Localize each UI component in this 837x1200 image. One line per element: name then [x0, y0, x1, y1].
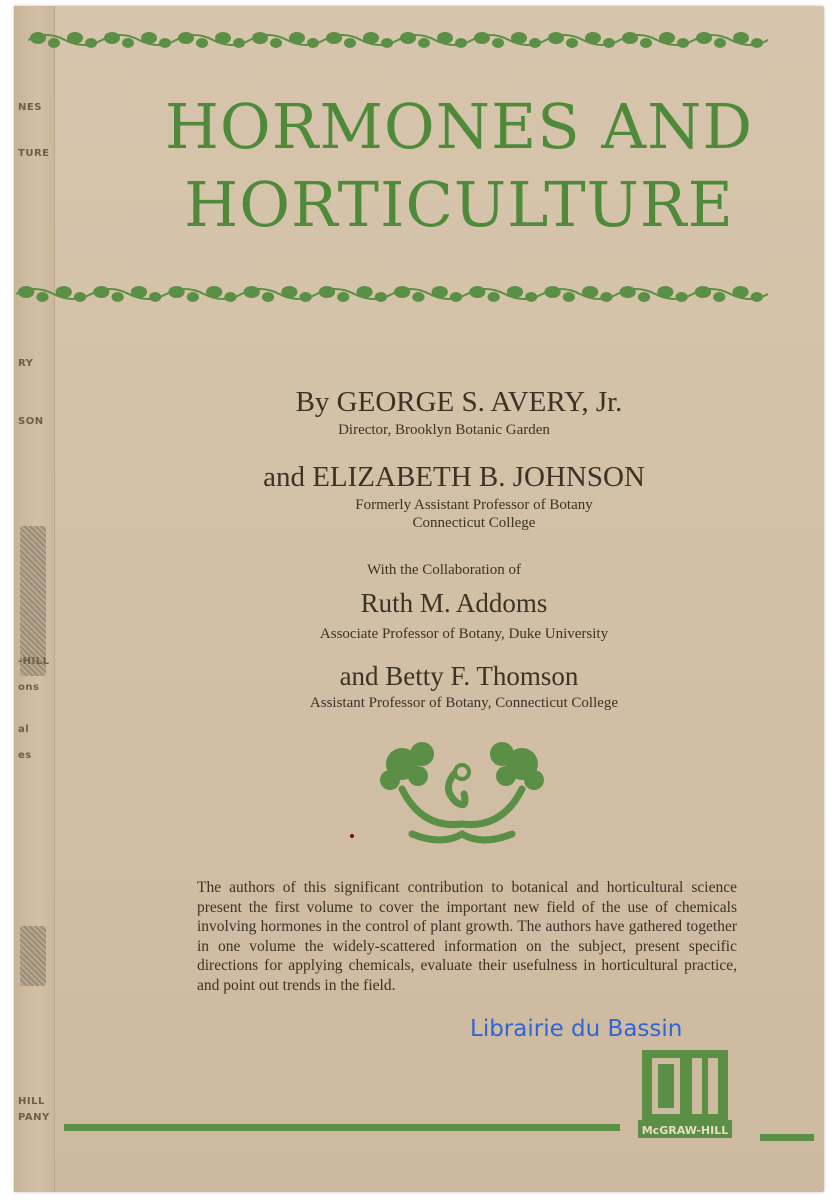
bottom-rule-right — [760, 1134, 814, 1141]
cornucopia-emblem — [372, 734, 552, 846]
title-line-1 — [114, 90, 804, 163]
author-1: By GEORGE S. AVERY, Jr. — [295, 386, 623, 418]
collaborator-2: and Betty F. Thomson — [339, 661, 579, 691]
vine-border-top — [28, 26, 768, 52]
watermark: Librairie du Bassin — [470, 1016, 683, 1042]
vine-border-middle — [16, 280, 768, 306]
title-text-2: HORTICULTURE — [184, 168, 734, 241]
publisher-logo — [636, 1048, 734, 1140]
spine-tear — [20, 926, 46, 986]
spine-text: es — [18, 750, 32, 761]
title-line-2 — [114, 168, 804, 241]
spine-text: -HILL — [18, 656, 50, 667]
title-text-1: HORMONES AND — [164, 90, 754, 163]
spine — [14, 6, 55, 1192]
collaborator-1: Ruth M. Addoms — [360, 588, 548, 618]
author-1-role: Director, Brooklyn Botanic Garden — [338, 422, 550, 438]
blurb-text: The authors of this significant contribution to botanical and horticultural science present the first volume to cover the important new field of the use of chemicals involving hormones in the control of plant growth. The authors have gathered together in one volume the widely-scattered information on the subject, present specific directions for applying chemicals, evaluate their usefulness in horticultural practice, and point out trends in the field. — [197, 879, 737, 994]
spine-text: al — [18, 724, 30, 735]
collaborator-2-role: Assistant Professor of Botany, Connecticut College — [309, 695, 619, 711]
dust-jacket — [14, 6, 824, 1192]
spine-text: RY — [18, 358, 34, 369]
spine-text: TURE — [18, 148, 50, 159]
author-2: and ELIZABETH B. JOHNSON — [263, 461, 645, 493]
spine-text: PANY — [18, 1112, 50, 1123]
author-2-role-line-2: Connecticut College — [412, 515, 536, 531]
publisher-logo-text: McGRAW-HILL — [641, 1124, 729, 1137]
spine-text: HILL — [18, 1096, 45, 1107]
spine-text: NES — [18, 102, 42, 113]
spine-tear — [20, 526, 46, 676]
spine-text: SON — [18, 416, 44, 427]
collaboration-intro: With the Collaboration of — [367, 562, 521, 578]
spine-text: ons — [18, 682, 40, 693]
author-2-role-line-1: Formerly Assistant Professor of Botany — [355, 497, 593, 513]
bottom-rule-left — [64, 1124, 620, 1131]
collaborator-1-role: Associate Professor of Botany, Duke University — [319, 626, 609, 642]
stain-spot — [350, 834, 354, 838]
